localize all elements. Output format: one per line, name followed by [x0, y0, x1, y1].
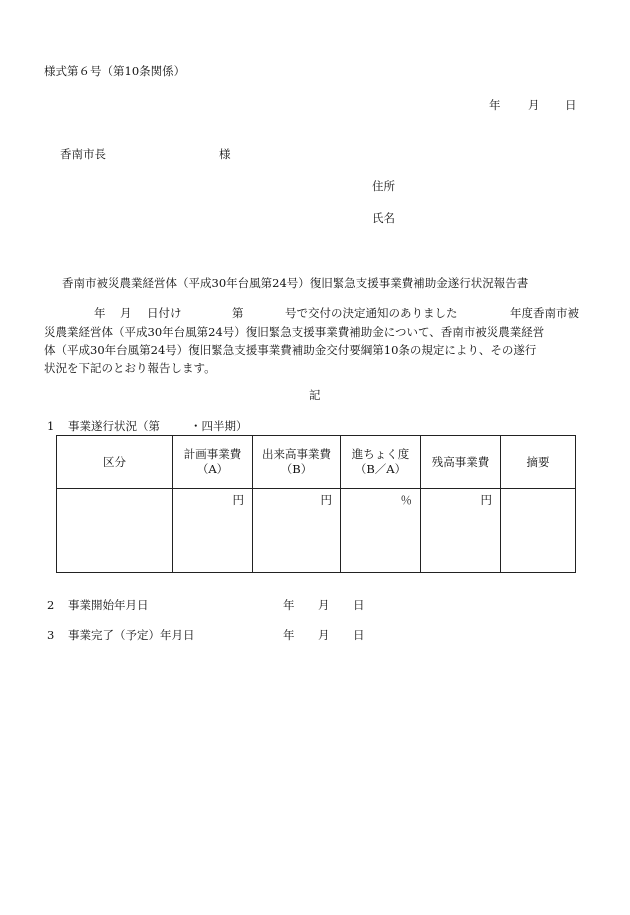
section-3-day: 日 — [353, 628, 365, 642]
body-dai: 第 — [232, 306, 244, 320]
section-2-day: 日 — [353, 598, 365, 612]
addressee-honorific: 様 — [219, 147, 231, 161]
header-remarks: 摘要 — [501, 436, 576, 489]
name-label: 氏名 — [372, 211, 395, 225]
section-2-label: 事業開始年月日 — [68, 598, 149, 612]
section-3-label: 事業完了（予定）年月日 — [68, 628, 195, 642]
section-2-month: 月 — [318, 598, 330, 612]
header-category: 区分 — [57, 436, 173, 489]
cell-completed-cost[interactable]: 円 — [253, 489, 341, 573]
header-remaining-cost: 残高事業費 — [421, 436, 501, 489]
body-paragraph — [44, 305, 592, 377]
section-2-number: 2 — [47, 598, 55, 612]
ki-heading: 記 — [309, 388, 321, 402]
body-day-attached: 日付け — [147, 306, 182, 320]
addressee-name: 香南市長 — [60, 147, 106, 161]
status-table — [56, 435, 576, 573]
body-go-notice: 号で交付の決定通知のありました — [285, 306, 458, 320]
table-row — [57, 489, 576, 573]
cell-planned-cost[interactable]: 円 — [173, 489, 253, 573]
body-line-3: 体（平成30年台風第24号）復旧緊急支援事業費補助金交付要綱第10条の規定により、その遂行 — [44, 343, 537, 357]
header-progress: 進ちょく度 （B／A） — [341, 436, 421, 489]
cell-progress[interactable]: ％ — [341, 489, 421, 573]
body-line-4: 状況を下記のとおり報告します。 — [44, 361, 216, 375]
header-planned-cost: 計画事業費 （A） — [173, 436, 253, 489]
body-month: 月 — [120, 306, 132, 320]
section-1-label-end: ・四半期） — [190, 419, 248, 433]
table-header-row — [57, 436, 576, 489]
document-title: 香南市被災農業経営体（平成30年台風第24号）復旧緊急支援事業費補助金遂行状況報告書 — [62, 276, 529, 290]
body-line-1 — [44, 305, 592, 323]
section-3-month: 月 — [318, 628, 330, 642]
body-line-2: 災農業経営体（平成30年台風第24号）復旧緊急支援事業費補助金について、香南市被災農業経営 — [44, 325, 545, 339]
body-line1-end: 年度香南市被 — [510, 306, 579, 320]
section-3-year: 年 — [283, 628, 295, 642]
cell-category[interactable] — [57, 489, 173, 573]
section-1-number: 1 — [47, 419, 55, 433]
section-2-year: 年 — [283, 598, 295, 612]
date-month-label: 月 — [528, 98, 540, 112]
date-year-label: 年 — [489, 98, 501, 112]
cell-remaining-cost[interactable]: 円 — [421, 489, 501, 573]
form-number: 様式第６号（第10条関係） — [44, 64, 186, 78]
cell-remarks[interactable] — [501, 489, 576, 573]
date-day-label: 日 — [565, 98, 577, 112]
address-label: 住所 — [372, 179, 395, 193]
body-year: 年 — [94, 306, 106, 320]
section-3-number: 3 — [47, 628, 55, 642]
header-completed-cost: 出来高事業費 （B） — [253, 436, 341, 489]
section-1-label: 事業遂行状況（第 — [68, 419, 160, 433]
